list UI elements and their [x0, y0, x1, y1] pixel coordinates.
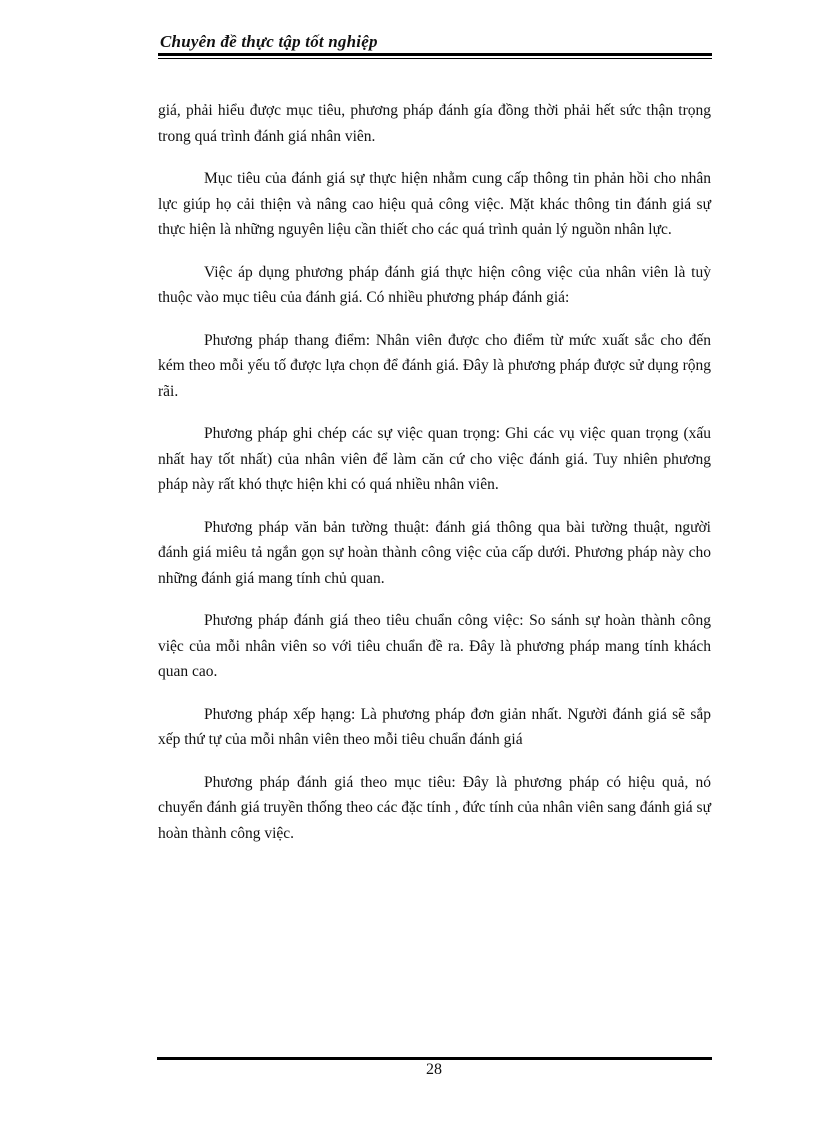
paragraph-rating-scale-method: Phương pháp thang điểm: Nhân viên được cho điểm từ mức xuất sắc cho đến kém theo mỗi yếu tố được lựa chọn để đánh giá. Đây là phương pháp được sử dụng rộng rãi.	[158, 331, 711, 400]
header-divider-thin	[158, 58, 712, 59]
paragraph-work-standard-method: Phương pháp đánh giá theo tiêu chuẩn công việc: So sánh sự hoàn thành công việc của mỗi nhân viên so với tiêu chuẩn đề ra. Đây là phương pháp mang tính khách quan cao.	[158, 612, 711, 680]
paragraph-objective-method: Phương pháp đánh giá theo mục tiêu: Đây là phương pháp có hiệu quả, nó chuyển đánh giá truyền thống theo các đặc tính , đức tính của nhân viên sang đánh giá sự hoàn thành công việc.	[158, 773, 711, 842]
paragraph-ranking-method: Phương pháp xếp hạng: Là phương pháp đơn giản nhất. Người đánh giá sẽ sắp xếp thứ tự của mỗi nhân viên theo mỗi tiêu chuẩn đánh giá	[158, 705, 711, 748]
page-number: 28	[426, 1061, 442, 1078]
header-divider	[158, 53, 712, 56]
paragraph-evaluation-goal: Mục tiêu của đánh giá sự thực hiện nhằm cung cấp thông tin phản hồi cho nhân lực giúp họ cải thiện và nâng cao hiệu quả công việc. Mặt khác thông tin đánh giá sự thực hiện là những nguyên liệu cần thiết cho các quá trình quản lý nguồn nhân lực.	[158, 170, 711, 238]
paragraph-method-application: Việc áp dụng phương pháp đánh giá thực hiện công việc của nhân viên là tuỳ thuộc vào mục tiêu của đánh giá. Có nhiều phương pháp đánh giá:	[158, 263, 711, 306]
header-title: Chuyên đề thực tập tốt nghiệp	[160, 32, 378, 51]
document-body	[158, 98, 711, 863]
paragraph-continuation: giá, phải hiểu được mục tiêu, phương pháp đánh gía đồng thời phải hết sức thận trọng trong quá trình đánh giá nhân viên.	[158, 102, 711, 145]
footer-divider	[157, 1057, 712, 1060]
paragraph-critical-incident-method: Phương pháp ghi chép các sự việc quan trọng: Ghi các vụ việc quan trọng (xấu nhất hay tốt nhất) của nhân viên để làm căn cứ cho việc đánh giá. Tuy nhiên phương pháp này rất khó thực hiện khi có quá nhiều nhân viên.	[158, 425, 711, 493]
paragraph-narrative-method: Phương pháp văn bản tường thuật: đánh giá thông qua bài tường thuật, người đánh giá miêu tả ngắn gọn sự hoàn thành công việc của cấp dưới. Phương pháp này cho những đánh giá mang tính chủ quan.	[158, 518, 711, 587]
